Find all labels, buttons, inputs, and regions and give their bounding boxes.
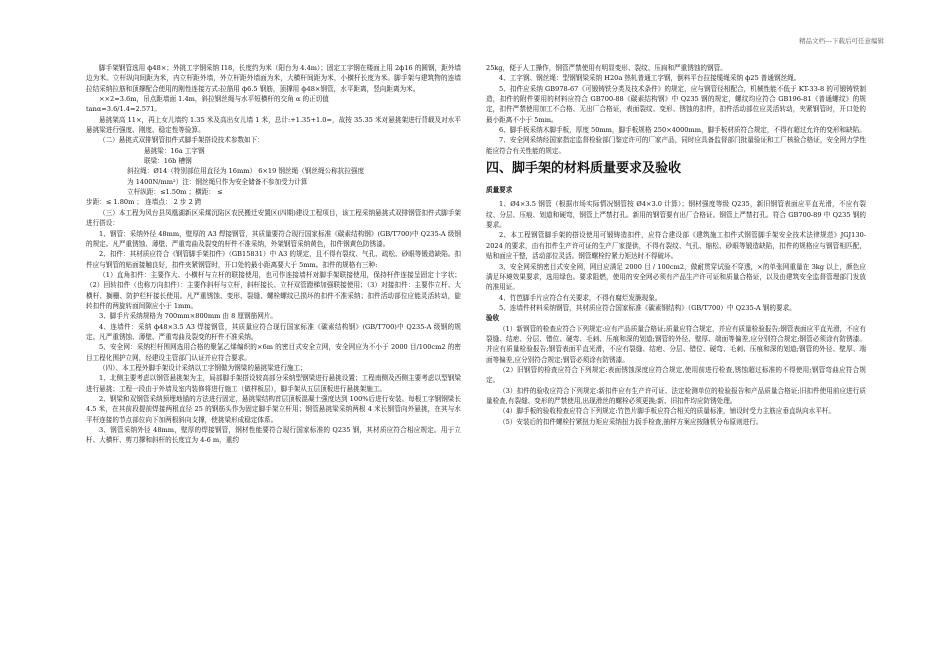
paragraph: 5、连墙件材料采纳钢管，其材质应符合国家标准《碳素钢结构》（GB/T700）中 Q235-A 钢的要求。 <box>499 303 796 312</box>
paragraph: （4）脚手板的验收检查应符合下列规定:竹笆片脚手板应符合相关的质量标准，铺设时受力主筋应垂直纵向水平杆。 <box>499 407 836 416</box>
left-column <box>86 63 461 446</box>
param-line: 为 1400N/mm²）注：钢丝绳只作为安全储备不参加受力计算 <box>127 177 308 186</box>
paragraph: 4、竹笆脚手片应符合有关要求，不得有腐烂发脆现象。 <box>499 293 662 302</box>
paragraph: 1、北侧主要考虑以钢管悬挑架为主，局部脚手架搭设较高部分采纳型钢梁进行悬挑设置；工程南侧及西侧主要考虑以型钢梁进行悬挑；工程一段由于外墙及室内装修将进行施工（做样板层），脚手架从五层顶板进行悬挑架施工。 <box>86 374 461 393</box>
paragraph: 5、扣件应采纳 GB978-67《可锻铸铁分类及技术条件》的规定，应与钢管径相配合，机械性能不低于 KT-33-8 的可锻铸铁制造，扣件的附件要用的材料应符合 GB700-88《碳素结构钢》中 Q235 钢的规定，螺纹均应符合 GB196-81《普通螺纹》的规定，扣件严禁使用加工不合格、无出厂合格证，表面裂纹、变形、锈蚀的扣件，扣件活动部位应灵活转动，夹紧钢管时，开口处的最小距离不小于 5mm。 <box>486 84 866 124</box>
page-header: 精品文档---下载后可任意编辑 <box>798 37 884 45</box>
paragraph: （3）扣件的验收应符合下列规定:新扣件应有生产许可证、法定检测单位的检验报告和产品质量合格证;旧扣件使用前应进行质量检查,有裂缝、变形的严禁使用,出现滑丝的螺栓必须更换;新、旧扣件均应防锈处理。 <box>486 386 866 405</box>
paragraph: 2、扣件：其材质应符合《钢管脚手架扣件》（GB15831）中 A3 的规定，且不得有裂纹、气孔、疏松、砂眼等锻造缺陷。扣件应与钢管的贴面接触良好，扣件夹紧钢管时，开口处的最小距离要大于 5mm。扣件的规格有三种: <box>86 250 461 269</box>
section-title: （二）悬挑式双排钢管扣件式脚手架搭设技术参数如下： <box>99 136 264 145</box>
paragraph: 3、钢管采纳外径 48mm，壁厚的焊接钢管，钢材性能要符合现行国家标准的 Q235 钢，其材质应符合相应规定。用于立杆、大横杆、剪刀撑和斜杆的长度宜为 4-6 m，重约 <box>86 426 461 445</box>
section-title: （四）、本工程外脚手架设计采纳以工字钢做为钢梁的悬挑梁进行施工； <box>99 363 307 372</box>
paragraph: 25kg，便于人工操作，钢管严禁使用有明显变形、裂纹、压扁和严重锈蚀的钢管。 <box>486 64 727 72</box>
subheading: 质量要求 <box>486 186 513 195</box>
param-line: 悬挑梁：16a 工字钢 <box>144 146 205 155</box>
paragraph: 5、安全网：采纳栏杆围网选用合格的聚氯乙烯编织的×6m 的密目式安全立网，安全网应为不小于 2000 目/100cm2 的密目工程化围护立网，经建设主管部门认证并应符合要求。 <box>86 343 461 362</box>
paragraph: 6、脚手板采纳木脚手板，厚度 50mm，脚手板规格 250×4000mm，脚手板材质符合规定，不得有超过允许的变形和缺陷。 <box>499 126 866 135</box>
paragraph: 2、钢梁和双钢管采纳预埋地锚的方法进行固定，悬挑梁结构首层顶板混凝土强度达到 100%后进行安装。每根工字钢钢梁长 4.5 米，在其前段提前焊接两根直径 25 的钢筋头作为固定脚手架立杆用；钢管悬挑梁采纳两根 4 米长钢管向外悬挑，在其与水平杆连接的节点部位向下加两根斜向支撑，使挑梁形成稳定体系。 <box>86 395 461 424</box>
paragraph: 3、脚手片采纳规格为 700mm×800mm 由 8 厘钢筋网片。 <box>99 312 277 321</box>
paragraph: （三）本工程为风台县凤凰湖新区采煤沉陷区农民搬迁安置区(四期)建设工程项目，该工程采纳悬挑式双排钢管扣件式脚手架进行搭设： <box>86 208 461 228</box>
section-heading: 四、脚手架的材料质量要求及验收 <box>486 161 682 177</box>
paragraph: 4、连墙件：采纳 ф48×3.5 A3 焊接钢管，其质量应符合现行国家标准《碳素结构钢》(GB/T700)中 Q235-A 级钢的规定。凡严重锈蚀、薄壁、严重弯曲及裂变的杆件不准采纳。 <box>86 322 461 341</box>
param-line: 斜拉绳：Ø14（特别部位用直径为 16mm） 6×19 钢丝绳（钢丝绳公称抗拉强度 <box>127 167 365 176</box>
paragraph: 3、安全网采纳密目式安全网，网目应满足 2000 目 / 100cm2，做耐贯穿试验不穿透，×的单张网重量在 3kg 以上，颜色应满足环境效果要求，选用绿色。要求阻燃，使用的安全网必须有产品生产许可证和质量合格证，以及由建筑安全监督管理部门发放的准用证。 <box>486 262 866 292</box>
paragraph: （1）新钢管的检查应符合下列规定:应有产品质量合格证;质量应符合规定，并应有质量检验报告;钢管表面应平直光滑，不应有裂缝、结疤、分层、错位、硬弯、毛刺、压痕和深的划道;钢管的外径、壁厚、端面等偏差,应分别符合规定;钢管必须涂有防锈漆。并应有质量检验报告;钢管表面平直光滑，不应有裂缝、结疤、分层、错位、硬弯、毛刺、压痕和深的划道;钢管的外径、壁厚、端面等偏差,应分别符合规定;钢管必须涂有防锈漆。 <box>486 324 866 364</box>
paragraph: ××2=3.6m，吊点距墙面 1.4m，斜拉钢丝绳与水平短横杆的交角 α 的正切值 <box>99 95 329 104</box>
right-column <box>486 63 866 427</box>
param-line: 立杆纵距：≤1.50m ；横距： ≤ <box>127 188 223 197</box>
paragraph: 1、Ø4×3.5 钢管（根据市场实际情况钢管按 Ø4×3.0 计算）；钢材强度等级 Q235，新旧钢管表面应平直光滑，不应有裂纹、分层、压痕、划道和硬弯，钢管上严禁打孔。新用的钢管要有出厂合格证。钢管上严禁打孔。符合 GB700-89 中 Q235 钢的要求。 <box>486 200 866 230</box>
subheading: 验收 <box>486 314 500 323</box>
paragraph: 悬挑架高 11×，再上女儿墙约 1.35 米及高出女儿墙 1 米，总计:+1.35+1.0=，故按 35.35 米对悬挑架进行背载及对水平悬挑梁进行强度、刚度、稳定性等验算。 <box>86 115 461 135</box>
paragraph: tanα=3.6/1.4=2.571。 <box>86 105 161 114</box>
paragraph: （5）安装后的扣件螺栓拧紧扭力矩应采纳扭力扳手检查,抽样方案应按随机分布原则进行。 <box>499 417 763 426</box>
paragraph: 脚手架钢管选用 ф48×；外挑工字钢采纳 I18，长度约为米（阳台为 4.4m）；固定工字钢在楼面上用 2ф16 的圆钢，距外墙边为米。立杆纵向间距为米，内立杆距外墙，外立杆距外墙面为米，大横杆间距为米，小横杆长度为米。脚手架与建筑物的连墙拉结采纳拉筋和顶撑配合使用的刚性连接方式:拉筋用 ф6.5 钢筋，顶撑用 ф48×钢管，水平距离，竖向距离为米。 <box>86 64 461 93</box>
param-line: 联梁：16b 槽钢 <box>144 157 192 166</box>
paragraph: 4、工字钢、钢丝绳：型钢钢梁采纳 H20a 热轧普通工字钢，倒料平台拉接缆绳采纳 ф25 普通钢丝绳。 <box>499 74 801 83</box>
paragraph: 2、本工程钢管脚手架的搭设使用可锻铸造扣件，应符合建设部《建筑施工扣件式钢管脚手架安全技术法律规范》JGJ130-2024 的要求，由有扣件生产许可证的生产厂家提供，不得有裂纹、气孔、缩松、砂眼等锻造缺陷，扣件的规格应与钢管相匹配，贴和面应干整，活动部位灵活。钢管螺栓拧紧力矩达时不得破坏。 <box>486 231 866 261</box>
param-line: 步距：≤ 1.80m ； 连墙点： 2 步 2 跨 <box>86 198 202 207</box>
paragraph: 7、安全网采纳经国家指定监督检验部门鉴定许可的厂家产品，同时应具备监督部门批量验证和工厂核验合格证，安全网力学性能应符合有关性能的规定。 <box>486 136 866 155</box>
paragraph: （1）直角扣件：主要作大、小横杆与立杆的联接使用，也可作连接墙杆对脚手架联接使用，保持杆件连接呈固定十字状；（2）回转扣件（也称万向扣件）：主要作斜杆与立杆，斜杆接长、立杆双管蹬梯加强联接使用；（3）对接扣件：主要作立杆、大横杆、搁栅、防护栏杆接长使用。凡严重锈蚀、变形、裂缝、螺栓螺纹已损坏的扣件不准采纳；扣件活动部位应能灵活转动，旋转扣件的两旋转面间隙应小于 1mm。 <box>86 270 461 310</box>
paragraph: （2）旧钢管的检查应符合下列规定:表面锈蚀深度应符合规定,使用前进行检查,锈蚀超过标准的不得使用;钢管弯曲应符合规定。 <box>486 365 866 385</box>
paragraph: 1、钢管：采纳外径 48mm，壁厚的 A3 焊接钢管，其质量要符合现行国家标准《碳素结构钢》(GB/T700)中 Q235-A 级钢的规定。凡严重锈蚀、薄壁、严重弯曲及裂变的杆件不准采纳，外架钢管采纳黄色，扣件钢黄色防锈漆。 <box>86 229 461 248</box>
